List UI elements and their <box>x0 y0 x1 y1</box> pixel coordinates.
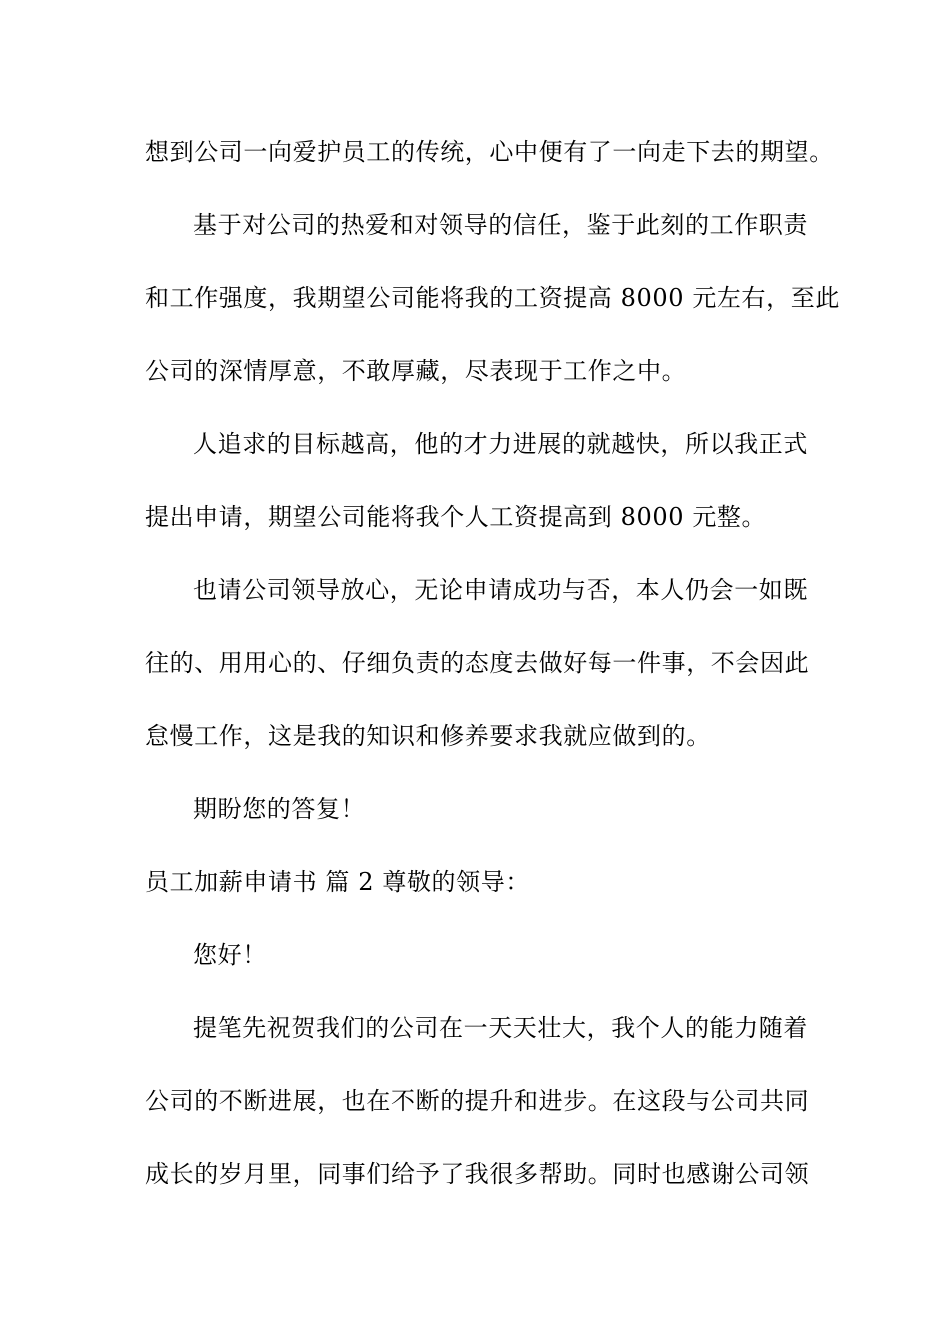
paragraph-line: 基于对公司的热爱和对领导的信任，鉴于此刻的工作职责 <box>193 211 808 239</box>
section-heading: 员工加薪申请书 篇 2 尊敬的领导： <box>145 868 530 896</box>
paragraph-line: 成长的岁月里，同事们给予了我很多帮助。同时也感谢公司领 <box>145 1160 810 1188</box>
paragraph-line: 怠慢工作，这是我的知识和修养要求我就应做到的。 <box>145 722 711 750</box>
paragraph-line: 人追求的目标越高，他的才力进展的就越快，所以我正式 <box>193 430 808 458</box>
paragraph-line: 提笔先祝贺我们的公司在一天天壮大，我个人的能力随着 <box>193 1014 808 1042</box>
paragraph-line: 公司的深情厚意，不敢厚藏，尽表现于工作之中。 <box>145 357 687 385</box>
paragraph-line: 往的、用用心的、仔细负责的态度去做好每一件事，不会因此 <box>145 649 810 677</box>
paragraph-line: 也请公司领导放心，无论申请成功与否，本人仍会一如既 <box>193 576 808 604</box>
paragraph-line: 提出申请，期望公司能将我个人工资提高到 8000 元整。 <box>145 503 767 531</box>
paragraph-line: 想到公司一向爱护员工的传统，心中便有了一向走下去的期望。 <box>145 138 834 166</box>
paragraph-line: 公司的不断进展，也在不断的提升和进步。在这段与公司共同 <box>145 1087 810 1115</box>
closing-line: 期盼您的答复！ <box>193 795 366 823</box>
paragraph-line: 和工作强度，我期望公司能将我的工资提高 8000 元左右，至此 <box>145 284 840 312</box>
greeting-line: 您好！ <box>193 941 267 969</box>
